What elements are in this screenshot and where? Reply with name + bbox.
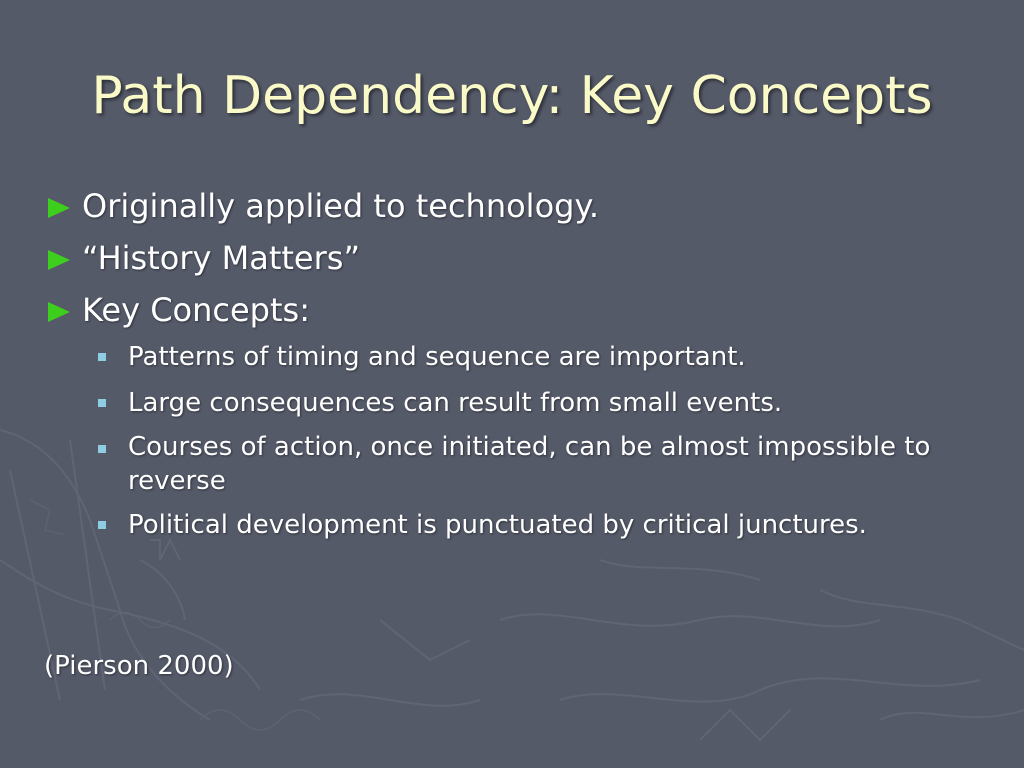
square-bullet-icon <box>98 399 106 407</box>
square-bullet-icon <box>98 445 106 453</box>
bullet-text: Key Concepts: <box>82 291 310 329</box>
sub-bullet-text: Large consequences can result from small events. <box>128 388 783 418</box>
sub-bullet-item <box>88 430 994 498</box>
sub-bullet-item <box>88 384 994 422</box>
slide-title: Path Dependency: Key Concepts <box>91 66 933 126</box>
bullet-list <box>44 186 994 552</box>
triangle-arrow-icon <box>48 198 70 218</box>
triangle-arrow-icon <box>48 250 70 270</box>
bullet-item <box>44 238 994 290</box>
square-bullet-icon <box>98 521 106 529</box>
sub-bullet-item <box>88 338 994 376</box>
sub-bullet-list <box>88 338 994 544</box>
triangle-arrow-icon <box>48 302 70 322</box>
sub-bullet-text: Political development is punctuated by critical junctures. <box>128 510 867 540</box>
citation: (Pierson 2000) <box>44 651 234 681</box>
sub-bullet-item <box>88 506 994 544</box>
bullet-item <box>44 290 994 342</box>
bullet-item <box>44 186 994 238</box>
bullet-text: “History Matters” <box>82 239 361 277</box>
sub-bullet-text: Courses of action, once initiated, can be almost impossible to reverse <box>128 432 931 496</box>
square-bullet-icon <box>98 353 106 361</box>
bullet-text: Originally applied to technology. <box>82 187 599 225</box>
sub-bullet-text: Patterns of timing and sequence are important. <box>128 342 746 372</box>
